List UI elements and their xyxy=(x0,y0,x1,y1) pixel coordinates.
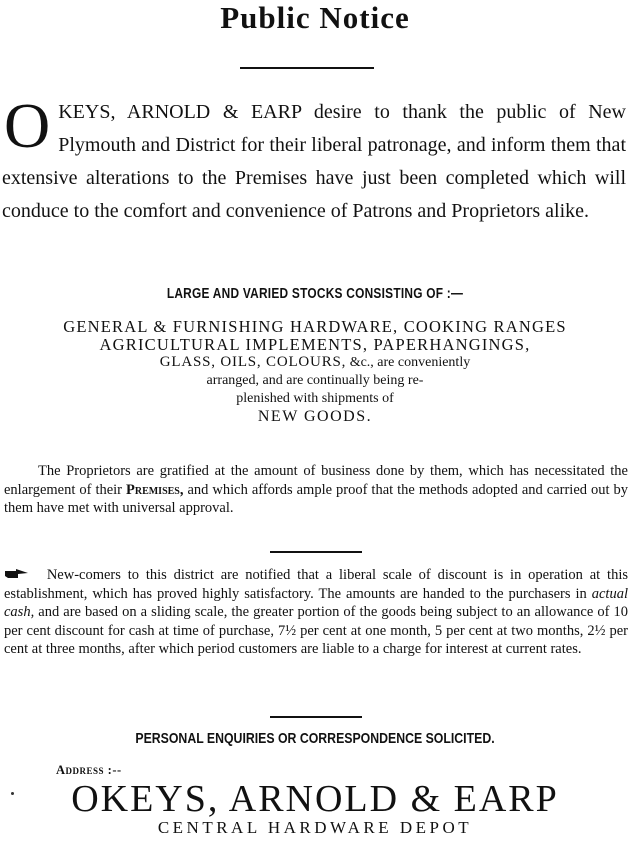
proprietors-paragraph xyxy=(4,462,628,518)
stock-line-1: GENERAL & FURNISHING HARDWARE, COOKING RANGES xyxy=(63,317,567,336)
intro-text: KEYS, ARNOLD & EARP desire to thank the public of New Plymouth and District for their liberal patronage, and inform them that extensive alterations to the Premises have just been completed which will conduce to the comfort and convenience of Patrons and Proprietors alike. xyxy=(2,101,626,222)
para1-end: and which affords ample proof that the methods adopted and carried out by them have met with universal approval. xyxy=(4,481,628,517)
pointing-hand-icon xyxy=(4,568,30,580)
stock-line-3-caps: GLASS, OILS, COLOURS, xyxy=(159,354,347,370)
depot-name: CENTRAL HARDWARE DEPOT xyxy=(157,818,473,837)
stock-line-4: arranged, and are continually being re- xyxy=(206,373,424,388)
para2-part-b: and are based on a sliding scale, the greater portion of the goods being subject to an allowance of 10 per cent discount for cash at time of purchase, 7½ per cent at one month, 5 per cent at two months, 2½ per cent at three months, after which period customers are liable to a charge for interest at current rates. xyxy=(4,604,628,658)
para2-part-a: New-comers to this district are notified that a liberal scale of discount is in operation at this establishment, which has proved highly satisfactory. The amounts are handed to the purchasers in xyxy=(4,567,628,602)
stock-line-5: plenished with shipments of xyxy=(236,391,394,406)
firm-name: OKEYS, ARNOLD & EARP xyxy=(71,778,559,820)
personal-enquiries-line: PERSONAL ENQUIRIES OR CORRESPONDENCE SOLICITED. xyxy=(135,730,495,747)
para2-actual-cash: actual cash, xyxy=(4,585,628,621)
notice-title: Public Notice xyxy=(220,0,410,35)
stock-line-2: AGRICULTURAL IMPLEMENTS, PAPERHANGINGS, xyxy=(99,334,531,354)
stock-line-6: NEW GOODS. xyxy=(257,408,373,425)
lower-rule xyxy=(270,716,362,718)
stock-line-3-rest: &c., are conveniently xyxy=(349,355,471,370)
title-rule xyxy=(240,67,374,69)
intro-paragraph xyxy=(2,90,626,228)
discount-paragraph xyxy=(4,566,628,659)
address-label: Address :-- xyxy=(56,763,122,777)
stock-line-3 xyxy=(0,353,630,372)
para1-start: The Proprietors are gratified at the amount of business done by them, which has necessitated the enlargement of their xyxy=(4,463,628,498)
print-speck xyxy=(11,792,14,795)
intro-dropcap: O xyxy=(4,90,51,161)
para1-premises: Premises, xyxy=(126,481,184,498)
stock-list xyxy=(0,318,630,426)
middle-rule xyxy=(270,551,362,553)
stock-heading: LARGE AND VARIED STOCKS CONSISTING OF :— xyxy=(166,286,464,302)
